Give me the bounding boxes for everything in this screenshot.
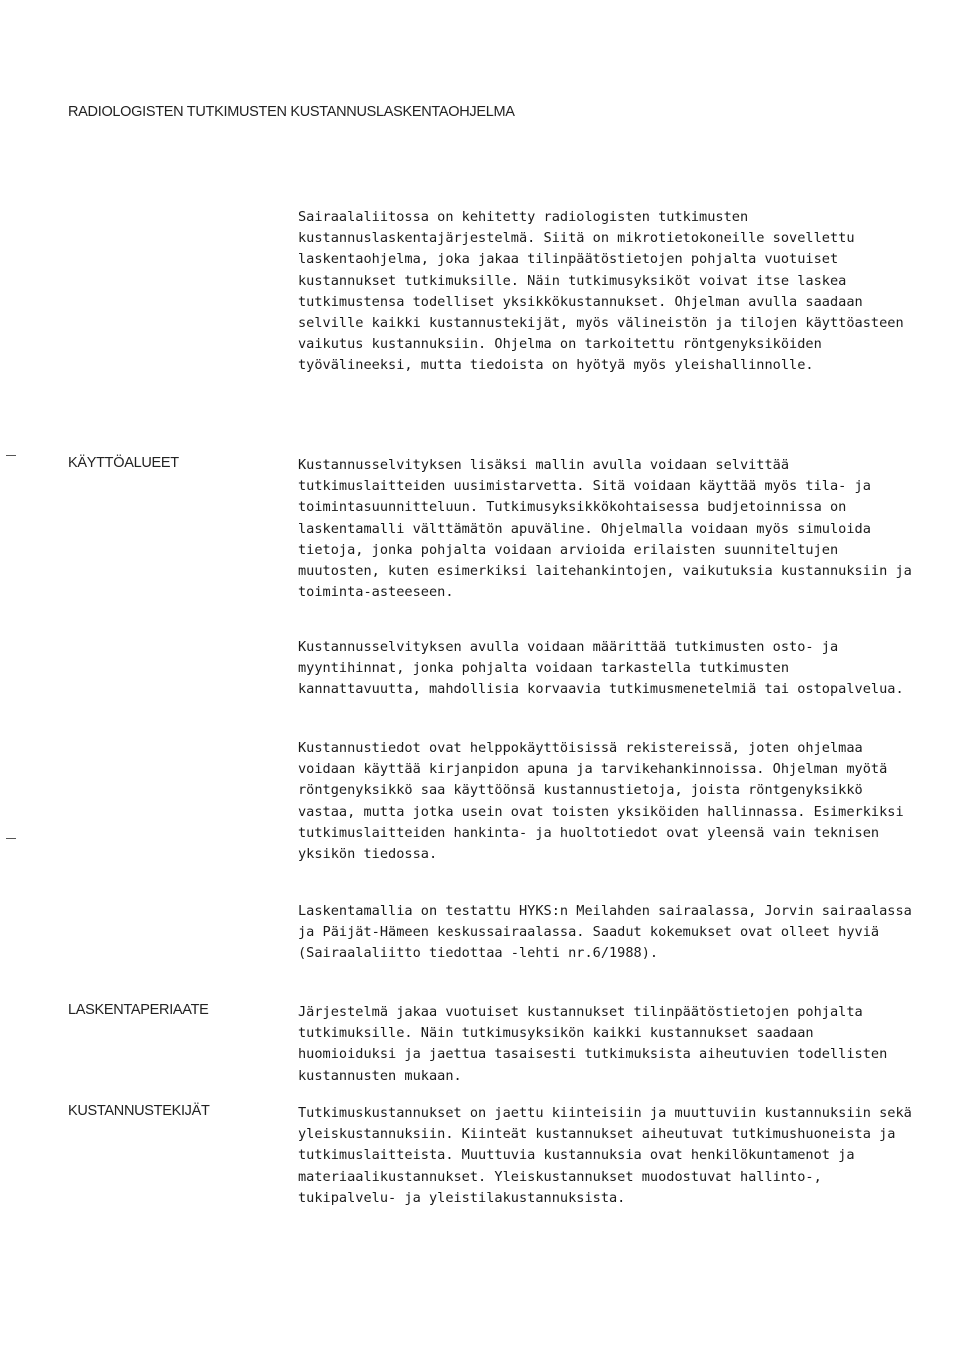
margin-mark [6, 455, 16, 456]
section-label-laskentaperiaate: LASKENTAPERIAATE [68, 1002, 209, 1018]
kayttoalueet-paragraph-2: Kustannusselvityksen avulla voidaan määrittää tutkimusten osto- ja myyntihinnat, jonka pohjalta voidaan tarkastella tutkimusten kannattavuutta, mahdollisia korvaavia tutkimusmenetelmiä tai ostopalvelua. [298, 639, 904, 698]
section-label-kayttoalueet: KÄYTTÖALUEET [68, 455, 179, 471]
document-title: RADIOLOGISTEN TUTKIMUSTEN KUSTANNUSLASKENTAOHJELMA [68, 104, 515, 120]
margin-mark [6, 838, 16, 839]
section-label-kustannustekijat: KUSTANNUSTEKIJÄT [68, 1103, 210, 1119]
kustannustekijat-paragraph: Tutkimuskustannukset on jaettu kiinteisiin ja muuttuviin kustannuksiin sekä yleiskustannuksiin. Kiinteät kustannukset aiheutuvat tutkimushuoneista ja tutkimuslaitteista. Muuttuvia kustannuksia ovat henkilökuntamenot ja materiaalikustannukset. Yleiskustannukset muodostuvat hallinto-, tukipalvelu- ja yleistilakustannuksista. [298, 1105, 912, 1206]
kayttoalueet-paragraph-4: Laskentamallia on testattu HYKS:n Meilahden sairaalassa, Jorvin sairaalassa ja Päijät-Hämeen keskussairaalassa. Saadut kokemukset ovat olleet hyviä (Sairaalaliitto tiedottaa -lehti nr.6/1988). [298, 903, 912, 962]
intro-paragraph: Sairaalaliitossa on kehitetty radiologisten tutkimusten kustannuslaskentajärjestelmä. Siitä on mikrotietokoneille sovellettu laskentaohjelma, joka jakaa tilinpäätöstietojen pohjalta vuotuiset kustannukset tutkimuksille. Näin tutkimusyksiköt voivat itse laskea tutkimustensa todelliset yksikkökustannukset. Ohjelman avulla saadaan selville kaikki kustannustekijät, myös välineistön ja tilojen käyttöasteen vaikutus kustannuksiin. Ohjelma on tarkoitettu röntgenyksiköiden työvälineeksi, mutta tiedoista on hyötyä myös yleishallinnolle. [298, 209, 904, 374]
laskentaperiaate-paragraph: Järjestelmä jakaa vuotuiset kustannukset tilinpäätöstietojen pohjalta tutkimuksille. Näin tutkimusyksikön kaikki kustannukset saadaan huomioiduksi ja jaettua tasaisesti tutkimuksista aiheutuvien todellisten kustannusten mukaan. [298, 1004, 888, 1084]
kayttoalueet-paragraph-3: Kustannustiedot ovat helppokäyttöisissä rekistereissä, joten ohjelmaa voidaan käyttää kirjanpidon apuna ja tarvikehankinnoissa. Ohjelman myötä röntgenyksikkö saa käyttöönsä kustannustietoja, joista röntgenyksikkö vastaa, mutta jotka usein ovat toisten yksiköiden hallinnassa. Esimerkiksi tutkimuslaitteiden hankinta- ja huoltotiedot ovat yleensä vain teknisen yksikön tiedossa. [298, 740, 904, 863]
kayttoalueet-paragraph-1: Kustannusselvityksen lisäksi mallin avulla voidaan selvittää tutkimuslaitteiden uusimistarvetta. Sitä voidaan käyttää myös tila- ja toimintasuunnitteluun. Tutkimusyksikkökohtaisessa budjetoinnissa on laskentamalli välttämätön apuväline. Ohjelmalla voidaan myös simuloida tietoja, jonka pohjalta voidaan arvioida erilaisten suunniteltujen muutosten, kuten esimerkiksi laitehankintojen, vaikutuksia kustannuksiin ja toiminta-asteeseen. [298, 457, 912, 601]
